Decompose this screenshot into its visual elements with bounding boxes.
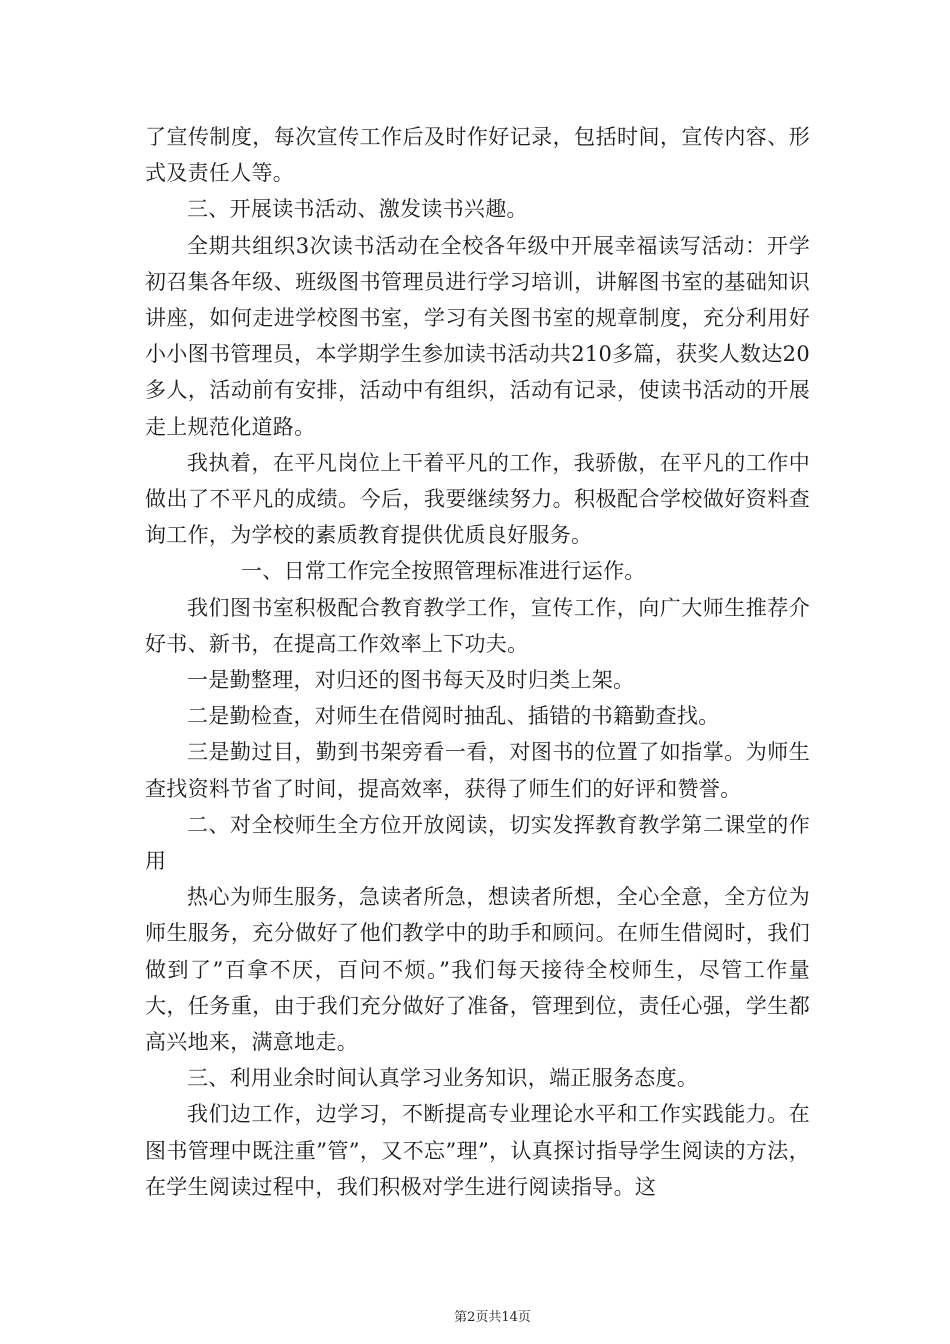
paragraph-personal-summary: 我执着，在平凡岗位上干着平凡的工作，我骄傲，在平凡的工作中做出了不平凡的成绩。今后，我要继续努力。积极配合学校做好资料查询工作，为学校的素质教育提供优质良好服务。	[145, 450, 810, 548]
page-number-footer: 第2页共14页	[454, 1310, 531, 1325]
document-body	[145, 119, 810, 1205]
paragraph-continuation: 了宣传制度，每次宣传工作后及时作好记录，包括时间，宣传内容、形式及责任人等。	[145, 125, 810, 186]
paragraph-service: 热心为师生服务，急读者所急，想读者所想，全心全意，全方位为师生服务，充分做好了他们教学中的助手和顾问。在师生借阅时，我们做到了”百拿不厌，百问不烦。”我们每天接待全校师生，尽管工作量大，任务重，由于我们充分做好了准备，管理到位，责任心强，学生都高兴地来，满意地走。	[145, 885, 810, 1055]
section-heading-daily-work: 一、日常工作完全按照管理标准进行运作。	[241, 559, 646, 584]
paragraph-library-cooperation: 我们图书室积极配合教育教学工作，宣传工作，向广大师生推荐介好书、新书，在提高工作效率上下功夫。	[145, 595, 810, 656]
paragraph-review: 三是勤过目，勤到书架旁看一看，对图书的位置了如指掌。为师生查找资料节省了时间，提高效率，获得了师生们的好评和赞誉。	[145, 740, 810, 801]
section-heading-open-reading: 二、对全校师生全方位开放阅读，切实发挥教育教学第二课堂的作用	[145, 812, 810, 874]
section-heading-reading-activities: 三、开展读书活动、激发读书兴趣。	[187, 197, 528, 222]
paragraph-check: 二是勤检查，对师生在借阅时抽乱、插错的书籍勤查找。	[187, 704, 720, 729]
paragraph-reading-activities: 全期共组织3次读书活动在全校各年级中开展幸福读写活动：开学初召集各年级、班级图书管理员进行学习培训，讲解图书室的基础知识讲座，如何走进学校图书室，学习有关图书室的规章制度，充分利用好小小图书管理员，本学期学生参加读书活动共210多篇，获奖人数达20多人，活动前有安排，活动中有组织，活动有记录，使读书活动的开展走上规范化道路。	[145, 233, 810, 439]
section-heading-study: 三、利用业余时间认真学习业务知识，端正服务态度。	[187, 1066, 699, 1091]
paragraph-study: 我们边工作，边学习，不断提高专业理论水平和工作实践能力。在图书管理中既注重”管”，又不忘”理”，认真探讨指导学生阅读的方法，在学生阅读过程中，我们积极对学生进行阅读指导。这	[145, 1102, 810, 1199]
paragraph-tidy: 一是勤整理，对归还的图书每天及时归类上架。	[187, 668, 635, 693]
